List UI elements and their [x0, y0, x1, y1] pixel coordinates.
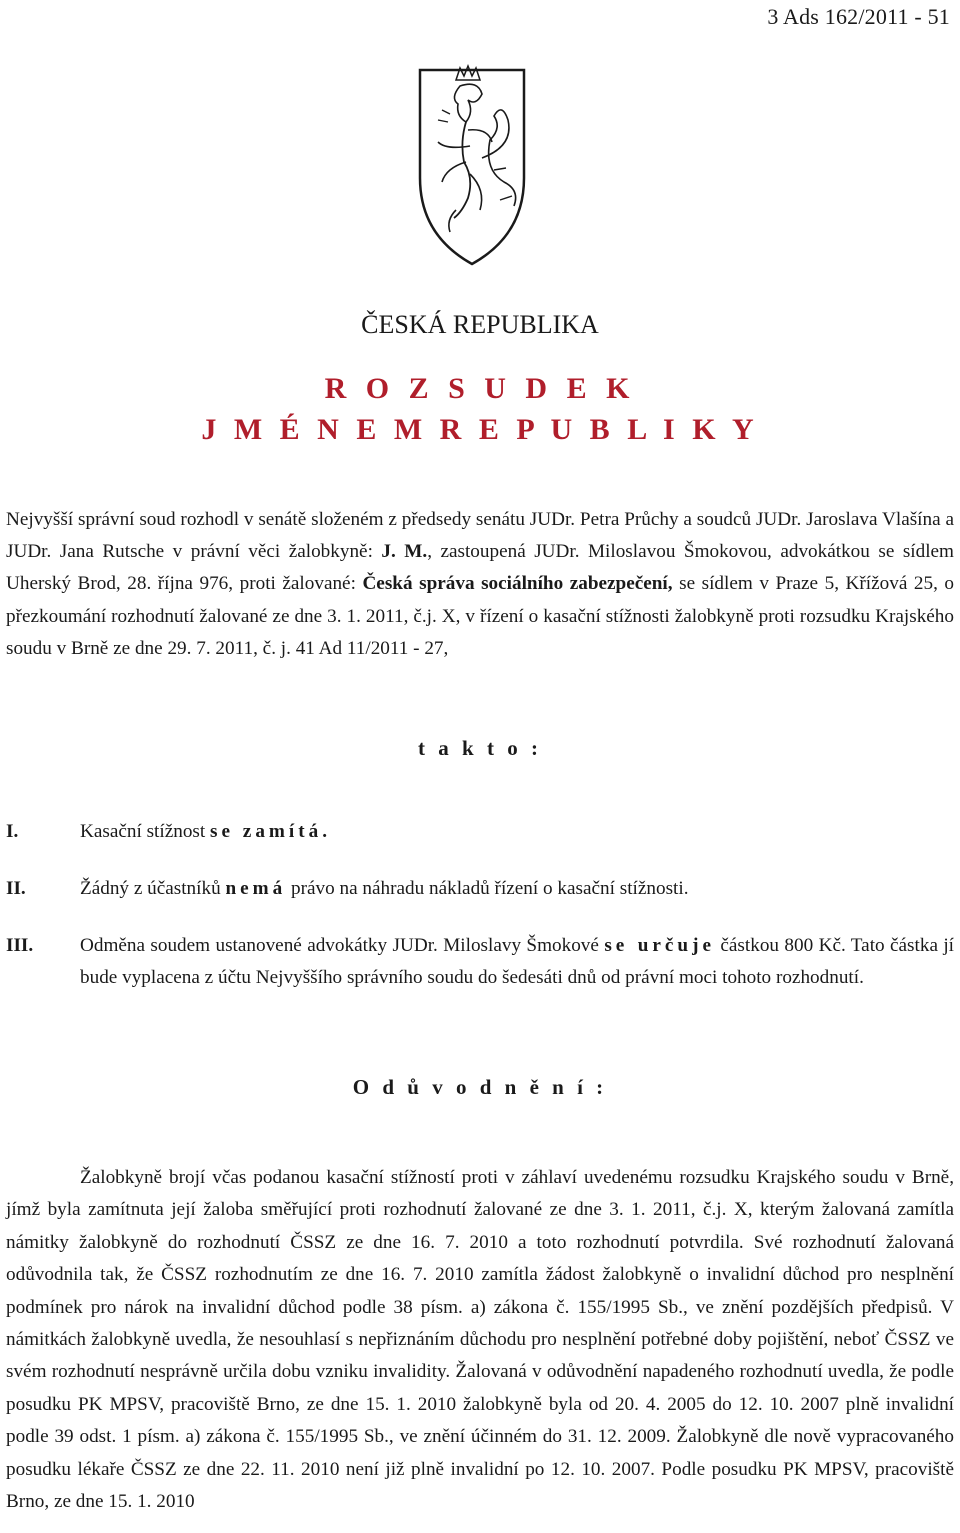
verdict-item-number: I.	[6, 821, 19, 842]
verdict-item-decision: se zamítá.	[210, 821, 332, 842]
judgment-title: R O Z S U D E K	[324, 372, 636, 405]
verdict-heading: t a k t o :	[418, 736, 542, 760]
verdict-item-decision: nemá	[225, 878, 287, 899]
verdict-item: I. Kasační stížnost se zamítá.	[6, 816, 954, 848]
verdict-item: III. Odměna soudem ustanovené advokátky JUDr. Miloslavy Šmokové se určuje částkou 800 Kč. Tato částka jí bude vyplacena z účtu Nejvyššího správního soudu do šedesáti dnů od právní moci tohoto rozhodnutí.	[6, 930, 954, 993]
country-name: ČESKÁ REPUBLIKA	[361, 310, 599, 339]
judgment-subtitle: J M É N E M R E P U B L I K Y	[201, 413, 759, 446]
reasoning-heading: O d ů v o d n ě n í :	[352, 1075, 608, 1099]
verdict-item-number: II.	[6, 878, 26, 899]
intro-paragraph: Nejvyšší správní soud rozhodl v senátě složeném z předsedy senátu JUDr. Petra Průchy a soudců JUDr. Jaroslava Vlašína a JUDr. Jana Rutsche v právní věci žalobkyně: J. M., zastoupená JUDr. Miloslavou Šmokovou, advokátkou se sídlem Uherský Brod, 28. října 976, proti žalované: Česká správa sociálního zabezpečení, se sídlem v Praze 5, Křížová 25, o přezkoumání rozhodnutí žalované ze dne 3. 1. 2011, č.j. X, v řízení o kasační stížnosti žalobkyně proti rozsudku Krajského soudu v Brně ze dne 29. 7. 2011, č. j. 41 Ad 11/2011 - 27,	[6, 509, 955, 659]
verdict-item-number: III.	[6, 935, 34, 956]
verdict-item-decision: se určuje	[604, 935, 715, 956]
verdict-item: II. Žádný z účastníků nemá právo na náhradu nákladů řízení o kasační stížnosti.	[6, 873, 954, 905]
plaintiff-name: J. M.	[381, 541, 428, 563]
czech-coat-of-arms-icon	[416, 50, 528, 268]
reasoning-body	[6, 1162, 954, 1518]
reasoning-paragraph: Žalobkyně brojí včas podanou kasační stížností proti v záhlaví uvedenému rozsudku Krajského soudu v Brně, jímž byla zamítnuta její žaloba směřující proti rozhodnutí žalované ze dne 3. 1. 2011, č.j. X, kterým žalovaná zamítla námitky žalobkyně do rozhodnutí ČSSZ ze dne 16. 7. 2010 a toto rozhodnutí potvrdila. Své rozhodnutí žalovaná odůvodnila tak, že ČSSZ rozhodnutím ze dne 16. 7. 2010 zamítla žádost žalobkyně o invalidní důchod pro nesplnění podmínek pro nárok na invalidní důchod podle 38 písm. a) zákona č. 155/1995 Sb., ve znění pozdějších předpisů. V námitkách žalobkyně uvedla, že nesouhlasí s nepřiznáním důchodu pro nesplnění potřebné doby pojištění, neboť ČSSZ ve svém rozhodnutí nesprávně určila dobu vzniku invalidity. Žalovaná v odůvodnění napadeného rozhodnutí uvedla, že podle posudku PK MPSV, pracoviště Brno, ze dne 15. 1. 2010 žalobkyně byla od 20. 4. 2005 do 12. 10. 2007 plně invalidní podle 39 odst. 1 písm. a) zákona č. 155/1995 Sb., ve znění účinném do 31. 12. 2009. Žalobkyně dle nově vypracovaného posudku lékaře ČSSZ ze dne 22. 11. 2010 není již plně invalidní po 12. 10. 2007. Podle posudku PK MPSV, pracoviště Brno, ze dne 15. 1. 2010	[6, 1167, 954, 1513]
defendant-name: Česká správa sociálního zabezpečení,	[362, 573, 673, 595]
case-reference: 3 Ads 162/2011 - 51	[767, 4, 950, 29]
